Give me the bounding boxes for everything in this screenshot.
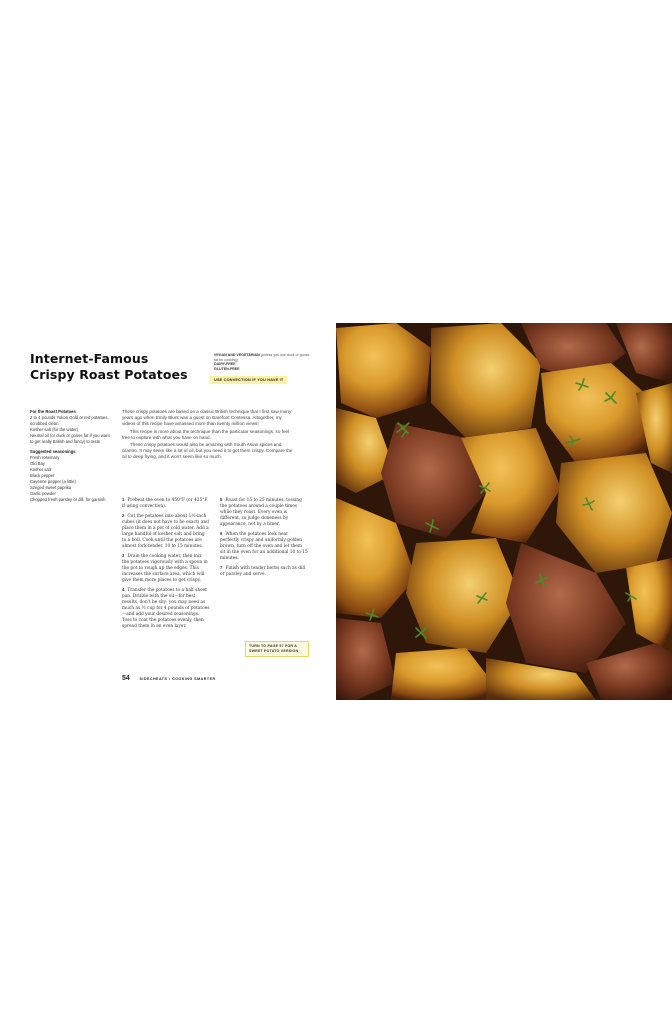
intro-paragraph: These crispy potatoes are based on a classic British technique that I first saw many years ago when Emily Blunt was a guest on Barefoot Contessa. Altogether, my videos of this recipe have amassed more than twenty million views!	[122, 409, 292, 427]
intro-paragraph: This recipe is more about the technique than the particular seasonings, so feel free to explore with what you have on hand.	[122, 428, 290, 440]
step	[220, 565, 308, 578]
diet-tags	[214, 353, 314, 371]
step	[122, 587, 210, 630]
title-line-1: Internet-Famous	[30, 351, 149, 366]
step	[220, 531, 308, 562]
step-text: Drain the cooking water, then mix the potatoes vigorously with a spoon in the pot to rough up the edges. This increases the surface area, which will give them more places to get crispy.	[122, 554, 208, 583]
book-spread	[0, 323, 672, 700]
step	[122, 497, 210, 510]
step-text: When the potatoes look near perfectly crispy and uniformly golden brown, turn off the oven and let them sit in the oven for an additional 10 to 15 minutes.	[220, 532, 308, 561]
ingredient-item: 2 to 4 pounds Yukon Gold or red potatoes, scrubbed clean	[30, 415, 109, 426]
seasoning-item: Fresh rosemary	[30, 455, 60, 460]
roast-potatoes-photo	[336, 323, 672, 700]
tag-dairy-free: DAIRY-FREE	[214, 362, 236, 367]
seasoning-item: Kosher salt	[30, 467, 51, 472]
intro-paragraph: These crispy potatoes would also be amazing with South Asian spices and cilantro. It may seem like a lot of oil, but you need it to get them crispy. Compare the oil to deep frying, and it won't seem like so much.	[122, 442, 293, 460]
step-number: 4	[122, 587, 125, 592]
seasoning-item: Old Bay	[30, 461, 45, 466]
seasoning-item: Cayenne pepper (a little)	[30, 479, 76, 484]
turn-to-callout: TURN TO PAGE 57 FOR A SWEET POTATO VERSION	[245, 641, 309, 657]
tag-vegan: VEGAN AND VEGETARIAN	[214, 353, 260, 357]
right-page	[336, 323, 672, 700]
tag-gluten-free: GLUTEN-FREE	[214, 366, 240, 371]
roast-potatoes-heading: For the Roast Potatoes	[30, 409, 76, 414]
seasoning-item: Black pepper	[30, 473, 55, 478]
recipe-title	[30, 351, 188, 383]
step-text: Finish with tender herbs such as dill or parsley and serve.	[220, 566, 306, 577]
step-number: 7	[220, 565, 223, 570]
seasoning-item: Szeged sweet paprika	[30, 485, 72, 490]
page-footer	[122, 675, 216, 682]
ingredient-item: Neutral oil (or duck or goose fat if you want to get really British and fancy) to taste	[30, 433, 110, 444]
seasoning-item: Chopped fresh parsley or dill, for garnish	[30, 497, 106, 502]
step-number: 6	[220, 531, 223, 536]
step	[220, 497, 308, 528]
tag-vegan-note: (unless you use duck or goose fat for cooking)	[214, 353, 310, 362]
step-text: Transfer the potatoes to a half sheet pan. Drizzle with the oil—for best results, don't be shy; you may need as much as ½ cup for 4 pounds of potatoes—and add your desired seasonings. Toss to coat the potatoes evenly, then spread them in an even layer.	[122, 588, 210, 629]
step	[122, 553, 210, 584]
step-text: Roast for 15 to 25 minutes, tossing the potatoes around a couple times while they roast. Every oven is different, so judge doneness by appearance, not by a timer.	[220, 498, 302, 527]
running-head: SIDECHEATS • COOKING SMARTER	[139, 677, 216, 681]
title-line-2: Crispy Roast Potatoes	[30, 367, 188, 382]
left-page	[0, 323, 336, 700]
page-number: 54	[122, 675, 130, 682]
step-number: 5	[220, 497, 223, 502]
step-number: 2	[122, 513, 125, 518]
step-number: 3	[122, 553, 125, 558]
seasoning-item: Garlic powder	[30, 491, 56, 496]
ingredients-list	[30, 409, 110, 503]
step-text: Cut the potatoes into about 1½-inch cubes (it does not have to be exact) and place them in a pot of cold water. Add a large handful of kosher salt and bring to a boil. Cook until the potatoes are almost fork-tender, 10 to 15 minutes.	[122, 514, 209, 549]
recipe-intro	[122, 409, 294, 462]
recipe-steps	[122, 497, 308, 641]
ingredient-item: Kosher salt (for the water)	[30, 427, 79, 432]
step	[122, 513, 210, 550]
step-text: Preheat the oven to 450°F (or 425°F if using convection).	[122, 498, 208, 509]
step-number: 1	[122, 497, 125, 502]
seasonings-heading: Suggested seasonings	[30, 449, 76, 454]
convection-highlight: USE CONVECTION IF YOU HAVE IT	[210, 376, 287, 384]
